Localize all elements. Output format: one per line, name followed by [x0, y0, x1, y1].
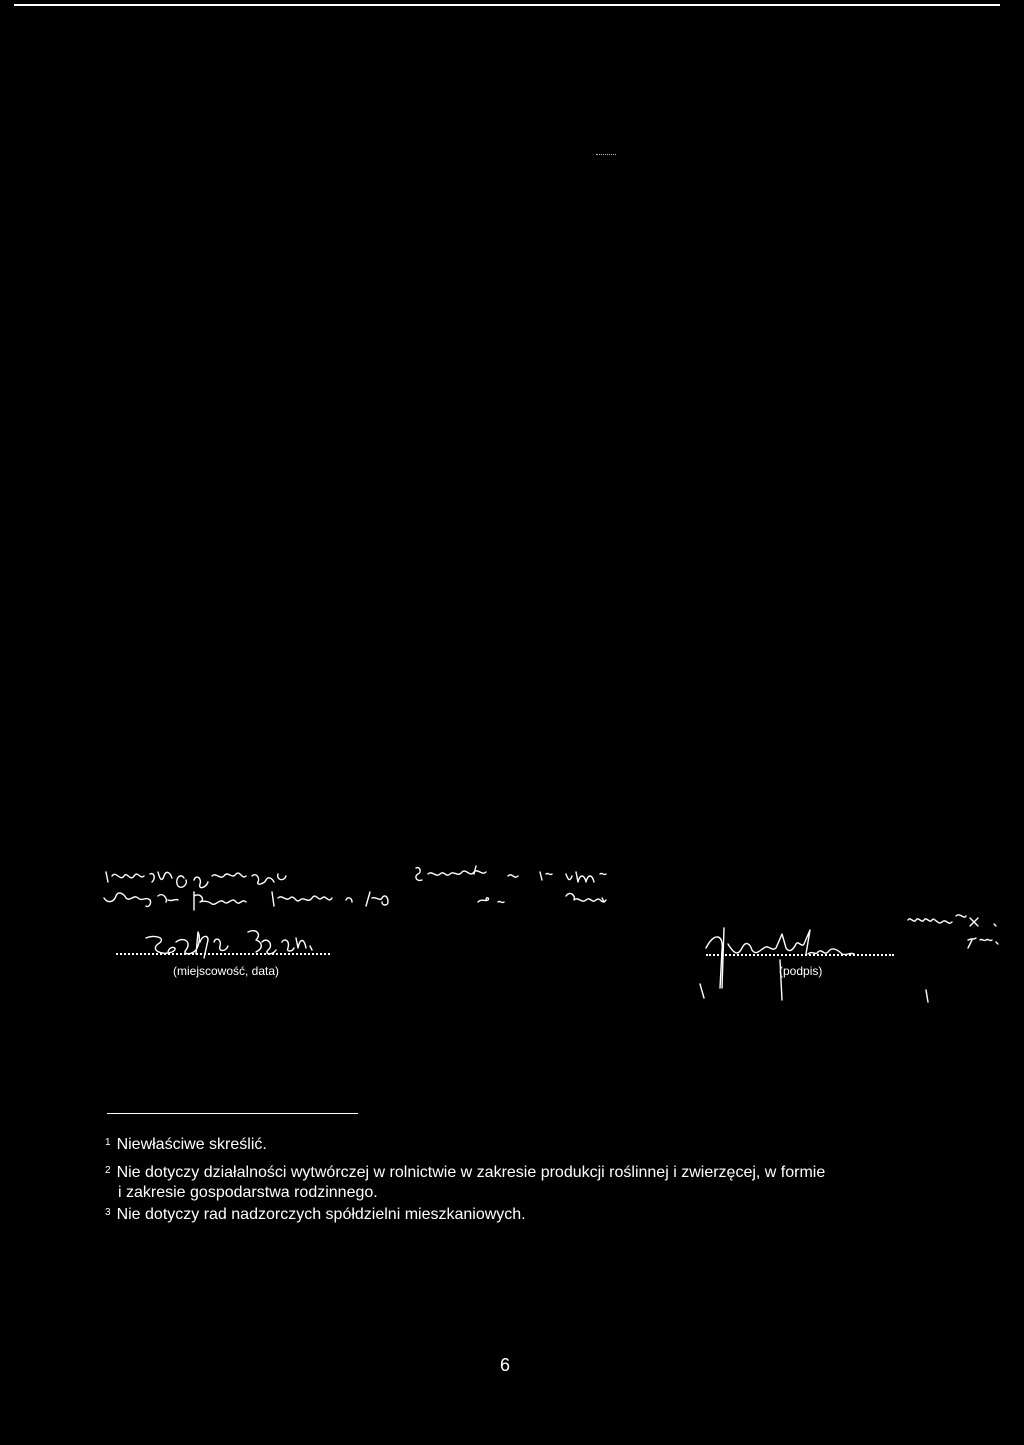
footnote-mark: 3: [105, 1207, 111, 1218]
top-border-line: [14, 4, 1000, 6]
footnote-text: Nie dotyczy działalności wytwórczej w rolnictwie w zakresie produkcji roślinnej i zwierzęcej, w formie: [116, 1164, 826, 1181]
footnote-continuation: i zakresie gospodarstwa rodzinnego.: [118, 1184, 378, 1201]
place-date-line: [116, 953, 330, 955]
faint-dots: [596, 154, 616, 156]
footnote-mark: 1: [105, 1137, 111, 1148]
footnote-3: [105, 1206, 526, 1226]
footnote-separator: [107, 1113, 358, 1114]
footnote-1: [105, 1136, 267, 1156]
page-number: 6: [500, 1355, 511, 1375]
signature-caption: (podpis): [779, 964, 823, 978]
footnote-2: [105, 1164, 825, 1202]
footnote-mark: 2: [105, 1165, 111, 1176]
signature-line: [706, 954, 894, 956]
place-date-caption: (miejscowość, data): [173, 964, 280, 978]
footnote-text: Niewłaściwe skreślić.: [116, 1136, 267, 1153]
footnote-text: Nie dotyczy rad nadzorczych spółdzielni mieszkaniowych.: [116, 1206, 526, 1223]
